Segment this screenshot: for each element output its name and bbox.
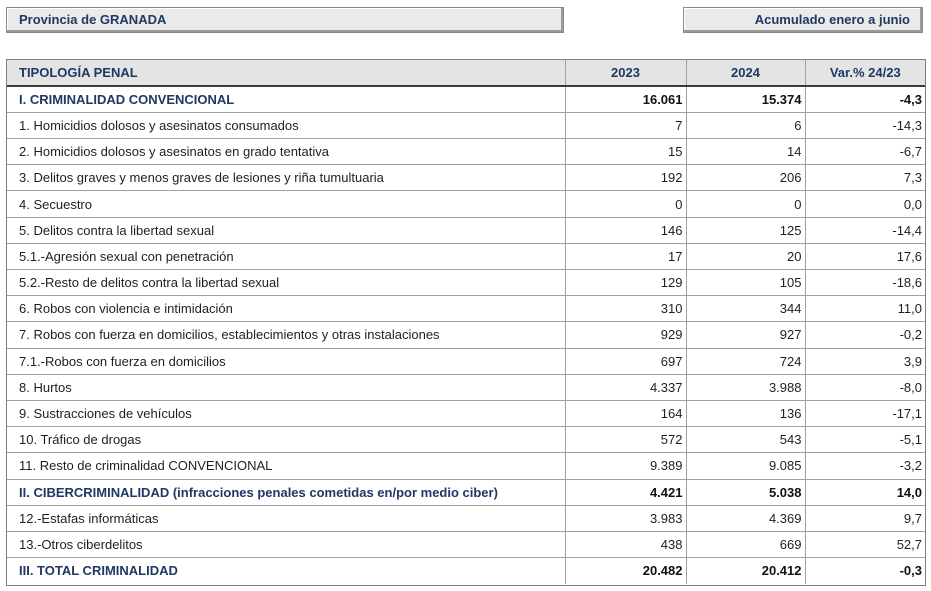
table-row [7, 139, 925, 165]
value-2024: 669 [686, 531, 805, 557]
value-2023: 9.389 [565, 453, 686, 479]
table-row [7, 453, 925, 479]
value-variation: 9,7 [805, 505, 925, 531]
value-2023: 3.983 [565, 505, 686, 531]
row-label: 7. Robos con fuerza en domicilios, establecimientos y otras instalaciones [7, 322, 565, 348]
value-variation: 0,0 [805, 191, 925, 217]
table-row [7, 427, 925, 453]
period-title: Acumulado enero a junio [683, 7, 923, 33]
column-header-2024: 2024 [686, 60, 805, 86]
row-label: 4. Secuestro [7, 191, 565, 217]
value-2024: 15.374 [686, 86, 805, 112]
value-2023: 20.482 [565, 558, 686, 584]
value-variation: 3,9 [805, 348, 925, 374]
value-2024: 5.038 [686, 479, 805, 505]
row-label: 2. Homicidios dolosos y asesinatos en grado tentativa [7, 139, 565, 165]
value-variation: 52,7 [805, 531, 925, 557]
value-2024: 20 [686, 243, 805, 269]
table-row [7, 217, 925, 243]
value-2023: 0 [565, 191, 686, 217]
value-2023: 4.421 [565, 479, 686, 505]
row-label: 11. Resto de criminalidad CONVENCIONAL [7, 453, 565, 479]
value-2024: 0 [686, 191, 805, 217]
value-2024: 136 [686, 400, 805, 426]
table-row [7, 191, 925, 217]
value-variation: 17,6 [805, 243, 925, 269]
value-variation: -6,7 [805, 139, 925, 165]
value-2023: 164 [565, 400, 686, 426]
table-row [7, 270, 925, 296]
value-variation: 7,3 [805, 165, 925, 191]
row-label: III. TOTAL CRIMINALIDAD [7, 558, 565, 584]
value-variation: -18,6 [805, 270, 925, 296]
row-label: 12.-Estafas informáticas [7, 505, 565, 531]
value-2024: 344 [686, 296, 805, 322]
value-2024: 14 [686, 139, 805, 165]
row-label: 5. Delitos contra la libertad sexual [7, 217, 565, 243]
table-row [7, 112, 925, 138]
value-2024: 20.412 [686, 558, 805, 584]
value-2023: 192 [565, 165, 686, 191]
column-header-tipologia: TIPOLOGÍA PENAL [7, 60, 565, 86]
row-label: 5.1.-Agresión sexual con penetración [7, 243, 565, 269]
value-2023: 17 [565, 243, 686, 269]
value-2023: 146 [565, 217, 686, 243]
row-label: 8. Hurtos [7, 374, 565, 400]
row-label: 9. Sustracciones de vehículos [7, 400, 565, 426]
value-2023: 310 [565, 296, 686, 322]
value-variation: -14,4 [805, 217, 925, 243]
value-2024: 9.085 [686, 453, 805, 479]
table-row [7, 322, 925, 348]
value-variation: 11,0 [805, 296, 925, 322]
value-2023: 4.337 [565, 374, 686, 400]
table-row [7, 558, 925, 584]
row-label: 6. Robos con violencia e intimidación [7, 296, 565, 322]
value-2023: 7 [565, 112, 686, 138]
value-variation: -4,3 [805, 86, 925, 112]
table-row [7, 348, 925, 374]
table-row [7, 86, 925, 112]
column-header-2023: 2023 [565, 60, 686, 86]
value-2024: 724 [686, 348, 805, 374]
value-2023: 129 [565, 270, 686, 296]
table-row [7, 374, 925, 400]
value-2024: 543 [686, 427, 805, 453]
province-title: Provincia de GRANADA [6, 7, 564, 33]
crime-statistics-table [6, 59, 926, 586]
value-2024: 105 [686, 270, 805, 296]
column-header-variation: Var.% 24/23 [805, 60, 925, 86]
table-row [7, 479, 925, 505]
row-label: 7.1.-Robos con fuerza en domicilios [7, 348, 565, 374]
value-2024: 927 [686, 322, 805, 348]
table-row [7, 505, 925, 531]
row-label: 10. Tráfico de drogas [7, 427, 565, 453]
table-row [7, 165, 925, 191]
row-label: II. CIBERCRIMINALIDAD (infracciones penales cometidas en/por medio ciber) [7, 479, 565, 505]
table-row [7, 296, 925, 322]
row-label: 3. Delitos graves y menos graves de lesiones y riña tumultuaria [7, 165, 565, 191]
row-label: 5.2.-Resto de delitos contra la libertad sexual [7, 270, 565, 296]
value-2023: 15 [565, 139, 686, 165]
value-variation: -14,3 [805, 112, 925, 138]
value-variation: -5,1 [805, 427, 925, 453]
value-2024: 3.988 [686, 374, 805, 400]
value-variation: 14,0 [805, 479, 925, 505]
row-label: I. CRIMINALIDAD CONVENCIONAL [7, 86, 565, 112]
table-row [7, 243, 925, 269]
value-2023: 929 [565, 322, 686, 348]
value-variation: -17,1 [805, 400, 925, 426]
value-variation: -0,2 [805, 322, 925, 348]
row-label: 1. Homicidios dolosos y asesinatos consumados [7, 112, 565, 138]
value-2023: 572 [565, 427, 686, 453]
row-label: 13.-Otros ciberdelitos [7, 531, 565, 557]
table-header-row [7, 60, 925, 86]
value-2024: 206 [686, 165, 805, 191]
value-variation: -3,2 [805, 453, 925, 479]
value-2023: 697 [565, 348, 686, 374]
value-variation: -0,3 [899, 563, 922, 579]
value-2023: 16.061 [565, 86, 686, 112]
value-2024: 6 [686, 112, 805, 138]
value-2024: 4.369 [686, 505, 805, 531]
table-row [7, 531, 925, 557]
value-2023: 438 [565, 531, 686, 557]
value-2024: 125 [686, 217, 805, 243]
table-row [7, 400, 925, 426]
value-variation: -8,0 [805, 374, 925, 400]
